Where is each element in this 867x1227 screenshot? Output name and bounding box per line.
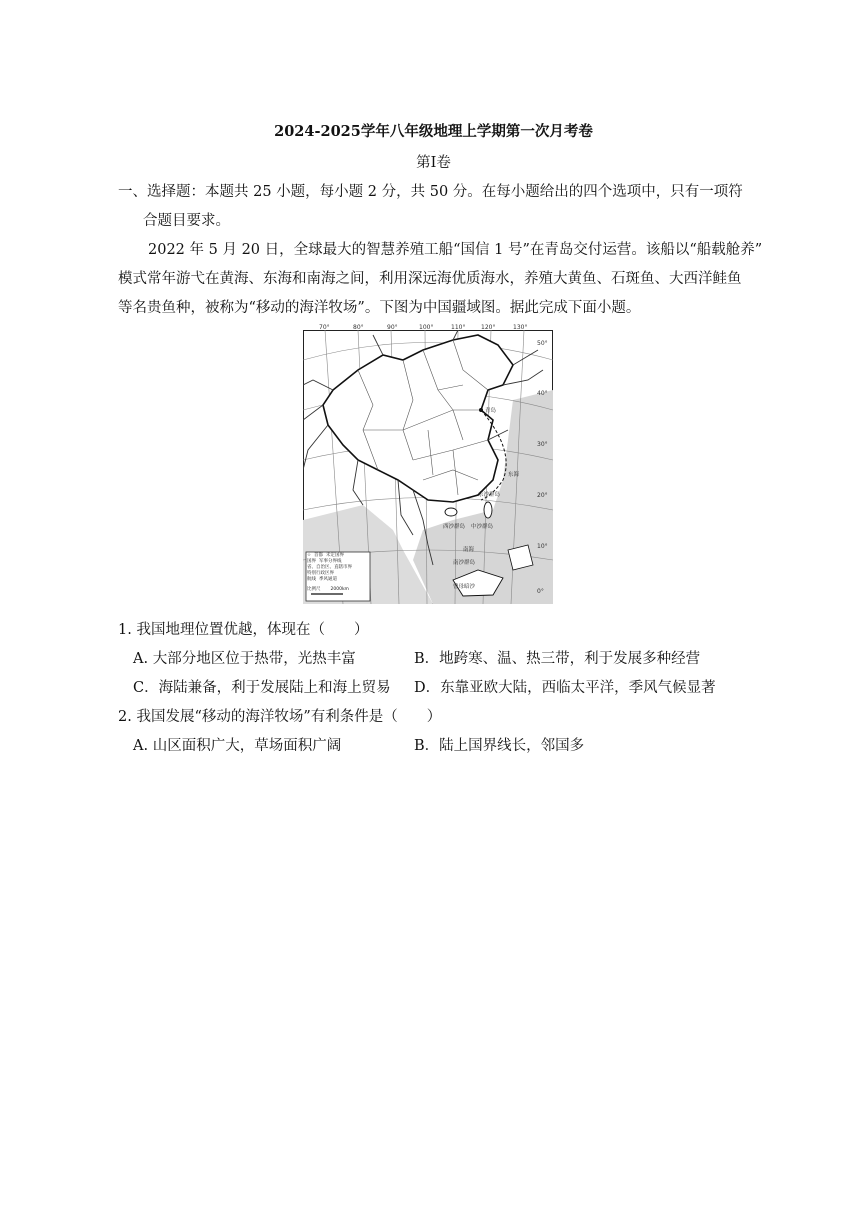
map-label-nansha: 南沙群岛 <box>453 560 476 566</box>
map-tick-top-80: 80° <box>353 324 364 331</box>
legend-capital: 首都 <box>314 553 324 558</box>
map-tick-right-40: 40° <box>537 390 548 397</box>
question-1-option-c: C．海陆兼备，利于发展陆上和海上贸易 <box>133 680 391 696</box>
legend-military: 军事分界线 <box>319 559 342 564</box>
map-tick-right-50: 50° <box>537 340 548 347</box>
legend-star-icon: ☆ <box>307 553 312 558</box>
china-territory-map <box>303 324 553 604</box>
legend-route: 航线 <box>307 577 316 582</box>
passage-line3: 等名贵鱼种，被称为“移动的海洋牧场”。下图为中国疆域图。据此完成下面小题。 <box>118 300 641 316</box>
map-tick-top-130: 130° <box>513 324 528 331</box>
question-2-stem: 2. 我国发展“移动的海洋牧场”有利条件是（ ） <box>118 709 442 725</box>
question-1-stem: 1. 我国地理位置优越，体现在（ ） <box>118 622 369 638</box>
passage-line1: 2022 年 5 月 20 日，全球最大的智慧养殖工船“国信 1 号”在青岛交付运营。该船以“船载舱养” <box>148 242 763 258</box>
section-heading-line1: 一、选择题：本题共 25 小题，每小题 2 分，共 50 分。在每小题给出的四个选项中，只有一项符 <box>118 184 743 200</box>
map-tick-right-20: 20° <box>537 492 548 499</box>
page-title: 2024-2025学年八年级地理上学期第一次月考卷 <box>274 123 593 140</box>
map-label-zhongsha: 中沙群岛 <box>471 524 494 530</box>
map-tick-top-90: 90° <box>387 324 398 331</box>
passage-line2: 模式常年游弋在黄海、东海和南海之间，利用深远海优质海水，养殖大黄鱼、石斑鱼、大西洋鲑鱼 <box>118 271 742 287</box>
question-2-option-b: B．陆上国界线长，邻国多 <box>414 738 585 754</box>
map-label-xisha: 西沙群岛 <box>443 524 466 530</box>
legend-monsoon: 季风通道 <box>319 577 337 582</box>
map-label-qingdao: 青岛 <box>485 408 497 414</box>
map-tick-top-70: 70° <box>319 324 330 331</box>
legend-province: 省、自治区、直辖市界 <box>307 565 352 570</box>
scale-label: 比例尺 <box>307 587 321 592</box>
question-1-option-b: B．地跨寒、温、热三带，利于发展多种经营 <box>414 651 701 667</box>
map-tick-right-0: 0° <box>537 588 544 595</box>
map-tick-right-30: 30° <box>537 441 548 448</box>
map-tick-top-110: 110° <box>451 324 466 331</box>
map-label-dongsha: 东沙群岛 <box>478 492 501 498</box>
map-tick-top-100: 100° <box>419 324 434 331</box>
question-1-option-a: A. 大部分地区位于热带，光热丰富 <box>133 651 356 667</box>
map-label-east-sea: 东海 <box>508 472 520 478</box>
map-tick-top-120: 120° <box>481 324 496 331</box>
volume-label: 第Ⅰ卷 <box>416 155 451 171</box>
legend-border: 国界 <box>307 559 316 564</box>
question-1-option-d: D．东靠亚欧大陆，西临太平洋，季风气候显著 <box>414 680 716 696</box>
map-label-south-sea: 南海 <box>463 547 475 553</box>
section-heading-line2: 合题目要求。 <box>143 213 230 229</box>
legend-undetermined: 未定国界 <box>326 553 345 558</box>
legend-sar: 特别行政区界 <box>307 571 334 576</box>
scale-value: 2000km <box>330 587 349 592</box>
question-2-option-a: A. 山区面积广大，草场面积广阔 <box>133 738 342 754</box>
map-tick-right-10: 10° <box>537 543 548 550</box>
map-label-zengmu: 曾母暗沙 <box>453 584 476 590</box>
